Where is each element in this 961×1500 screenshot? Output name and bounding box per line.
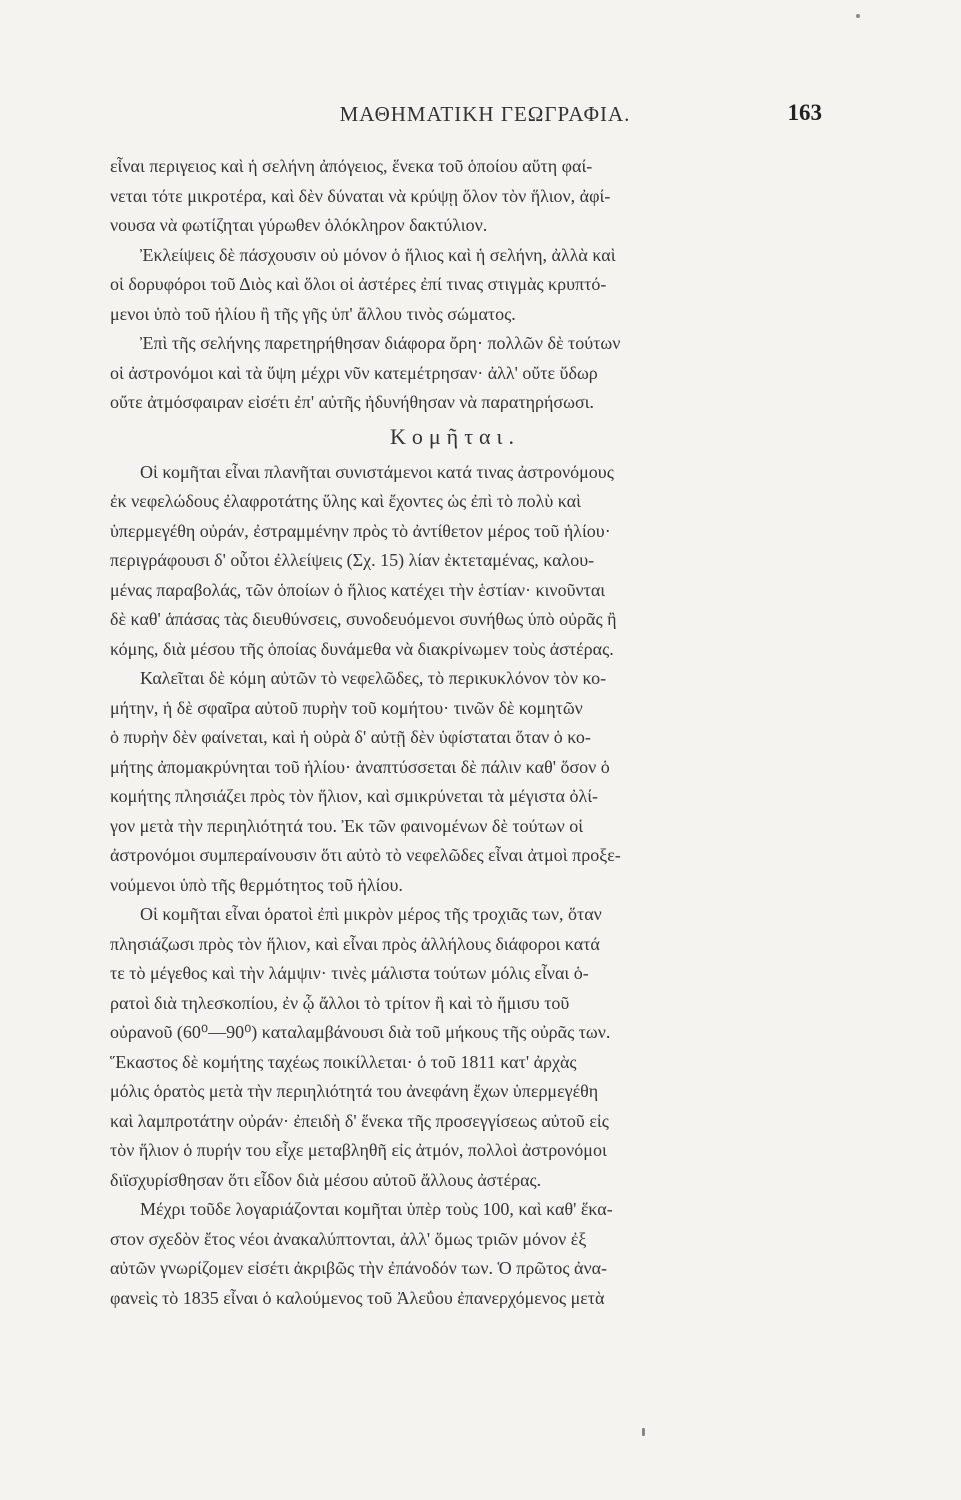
text-line: οὐρανοῦ (60⁰—90⁰) καταλαμβάνουσι διὰ τοῦ μήκους τῆς οὐρᾶς των. <box>110 1022 611 1042</box>
text-line: διϊσχυρίσθησαν ὅτι εἶδον διὰ μέσου αὐτοῦ ἄλλους ἀστέρας. <box>110 1169 542 1190</box>
paper-speck <box>642 1428 645 1436</box>
text-line: κομήτης πλησιάζει πρὸς τὸν ἥλιον, καὶ σμικρύνεται τὰ μέγιστα ὀλί- <box>110 786 599 806</box>
text-line: κόμης, διὰ μέσου τῆς ὁποίας δυνάμεθα νὰ διακρίνωμεν τοὺς ἀστέρας. <box>110 638 614 659</box>
text-line: τὸν ἥλιον ὁ πυρήν του εἶχε μεταβληθῆ εἰς ἀτμόν, πολλοὶ ἀστρονόμοι <box>110 1140 607 1160</box>
text-line: νουσα νὰ φωτίζηται γύρωθεν ὁλόκληρον δακτύλιον. <box>110 215 488 235</box>
page-number: 163 <box>787 100 822 125</box>
text-line: εἶναι περιγειος καὶ ἡ σελήνη ἀπόγειος, ἕνεκα τοῦ ὁποίου αὕτη φαί- <box>110 156 593 176</box>
text-line: ἐκ νεφελώδους ἐλαφροτάτης ὕλης καὶ ἔχοντες ὡς ἐπὶ τὸ πολὺ καὶ <box>110 491 581 511</box>
text-line: οἱ ἀστρονόμοι καὶ τὰ ὕψη μέχρι νῦν κατεμέτρησαν· ἀλλ' οὔτε ὕδωρ <box>110 362 598 383</box>
text-line: μένας παραβολάς, τῶν ὁποίων ὁ ἥλιος κατέχει τὴν ἑστίαν· κινοῦνται <box>110 579 606 600</box>
text-line: νεται τότε μικροτέρα, καὶ δὲν δύναται νὰ κρύψῃ ὅλον τὸν ἥλιον, ἀφί- <box>110 185 611 206</box>
text-line: φανεὶς τὸ 1835 εἶναι ὁ καλούμενος τοῦ Ἀλεΰου ἐπανερχόμενος μετὰ <box>110 1287 605 1308</box>
text-line: οὔτε ἀτμόσφαιραν εἰσέτι ἐπ' αὐτῆς ἠδυνήθησαν νὰ παρατηρήσωσι. <box>110 392 594 412</box>
text-line: μήτην, ἡ δὲ σφαῖρα αὐτοῦ πυρὴν τοῦ κομήτου· τινῶν δὲ κομητῶν <box>110 697 583 718</box>
text-line: μήτης ἀπομακρύνηται τοῦ ἡλίου· ἀναπτύσσεται δὲ πάλιν καθ' ὅσον ὁ <box>110 756 610 777</box>
section-heading: Κομῆται. <box>390 423 520 449</box>
text-line: Ἐκλείψεις δὲ πάσχουσιν οὐ μόνον ὁ ἥλιος καὶ ἡ σελήνη, ἀλλὰ καὶ <box>140 244 616 265</box>
text-line: νούμενοι ὑπὸ τῆς θερμότητος τοῦ ἡλίου. <box>110 874 403 895</box>
paragraph <box>110 1195 800 1313</box>
text-line: γον μετὰ τὴν περιηλιότητά του. Ἐκ τῶν φαινομένων δὲ τούτων οἱ <box>110 815 584 836</box>
text-line: δὲ καθ' ἁπάσας τὰς διευθύνσεις, συνοδευόμενοι συνήθως ὑπὸ οὐρᾶς ἢ <box>110 609 617 629</box>
text-line: ὁ πυρὴν δὲν φαίνεται, καὶ ἡ οὐρὰ δ' αὐτῇ δὲν ὑφίσταται ὅταν ὁ κο- <box>110 727 591 747</box>
body-text <box>110 152 800 1313</box>
page-header <box>140 102 830 134</box>
text-line: Οἱ κομῆται εἶναι πλανῆται συνιστάμενοι κατά τινας ἀστρονόμους <box>140 461 614 482</box>
running-title: ΜΑΘΗΜΑΤΙΚΗ ΓΕΩΓΡΑΦΙΑ. <box>339 102 631 126</box>
text-line: Ἐπὶ τῆς σελήνης παρετηρήθησαν διάφορα ὄρη· πολλῶν δὲ τούτων <box>140 333 621 353</box>
text-line: αὐτῶν γνωρίζομεν εἰσέτι ἀκριβῶς τὴν ἐπάνοδόν των. Ὁ πρῶτος ἀνα- <box>110 1258 608 1278</box>
paragraph <box>110 900 800 1195</box>
paragraph <box>110 241 800 330</box>
text-line: Ἕκαστος δὲ κομήτης ταχέως ποικίλλεται· ὁ τοῦ 1811 κατ' ἀρχὰς <box>110 1051 577 1072</box>
text-line: οἱ δορυφόροι τοῦ Διὸς καὶ ὅλοι οἱ ἀστέρες ἐπί τινας στιγμὰς κρυπτό- <box>110 274 607 294</box>
text-line: μενοι ὑπὸ τοῦ ἡλίου ἢ τῆς γῆς ὑπ' ἄλλου τινὸς σώματος. <box>110 303 516 324</box>
text-line: Καλεῖται δὲ κόμη αὐτῶν τὸ νεφελῶδες, τὸ περικυκλόνον τὸν κο- <box>140 668 607 688</box>
text-line: στον σχεδὸν ἔτος νέοι ἀνακαλύπτονται, ἀλλ' ὅμως τριῶν μόνον ἐξ <box>110 1228 587 1249</box>
text-line: τε τὸ μέγεθος καὶ τὴν λάμψιν· τινὲς μάλιστα τούτων μόλις εἶναι ὁ- <box>110 963 589 983</box>
text-line: ρατοὶ διὰ τηλεσκοπίου, ἐν ᾧ ἄλλοι τὸ τρίτον ἢ καὶ τὸ ἥμισυ τοῦ <box>110 992 570 1013</box>
paragraph <box>110 458 800 665</box>
text-line: περιγράφουσι δ' οὗτοι ἐλλείψεις (Σχ. 15) λίαν ἐκτεταμένας, καλου- <box>110 550 595 570</box>
paragraph <box>110 664 800 900</box>
text-line: Μέχρι τοῦδε λογαριάζονται κομῆται ὑπὲρ τοὺς 100, καὶ καθ' ἕκα- <box>140 1199 613 1219</box>
text-line: Οἱ κομῆται εἶναι ὁρατοὶ ἐπὶ μικρὸν μέρος τῆς τροχιᾶς των, ὅταν <box>140 904 602 924</box>
paper-speck <box>856 14 860 18</box>
text-line: μόλις ὁρατὸς μετὰ τὴν περιηλιότητά του ἀνεφάνη ἔχων ὑπερμεγέθη <box>110 1081 599 1101</box>
paragraph <box>110 152 800 241</box>
text-line: καὶ λαμπροτάτην οὐράν· ἐπειδὴ δ' ἕνεκα τῆς προσεγγίσεως αὐτοῦ εἰς <box>110 1110 609 1131</box>
text-line: ὑπερμεγέθη οὐράν, ἐστραμμένην πρὸς τὸ ἀντίθετον μέρος τοῦ ἡλίου· <box>110 520 611 541</box>
paragraph <box>110 329 800 418</box>
text-line: πλησιάζωσι πρὸς τὸν ἥλιον, καὶ εἶναι πρὸς ἀλλήλους διάφοροι κατά <box>110 933 600 954</box>
text-line: ἀστρονόμοι συμπεραίνουσιν ὅτι αὐτὸ τὸ νεφελῶδες εἶναι ἀτμοὶ προξε- <box>110 845 621 865</box>
